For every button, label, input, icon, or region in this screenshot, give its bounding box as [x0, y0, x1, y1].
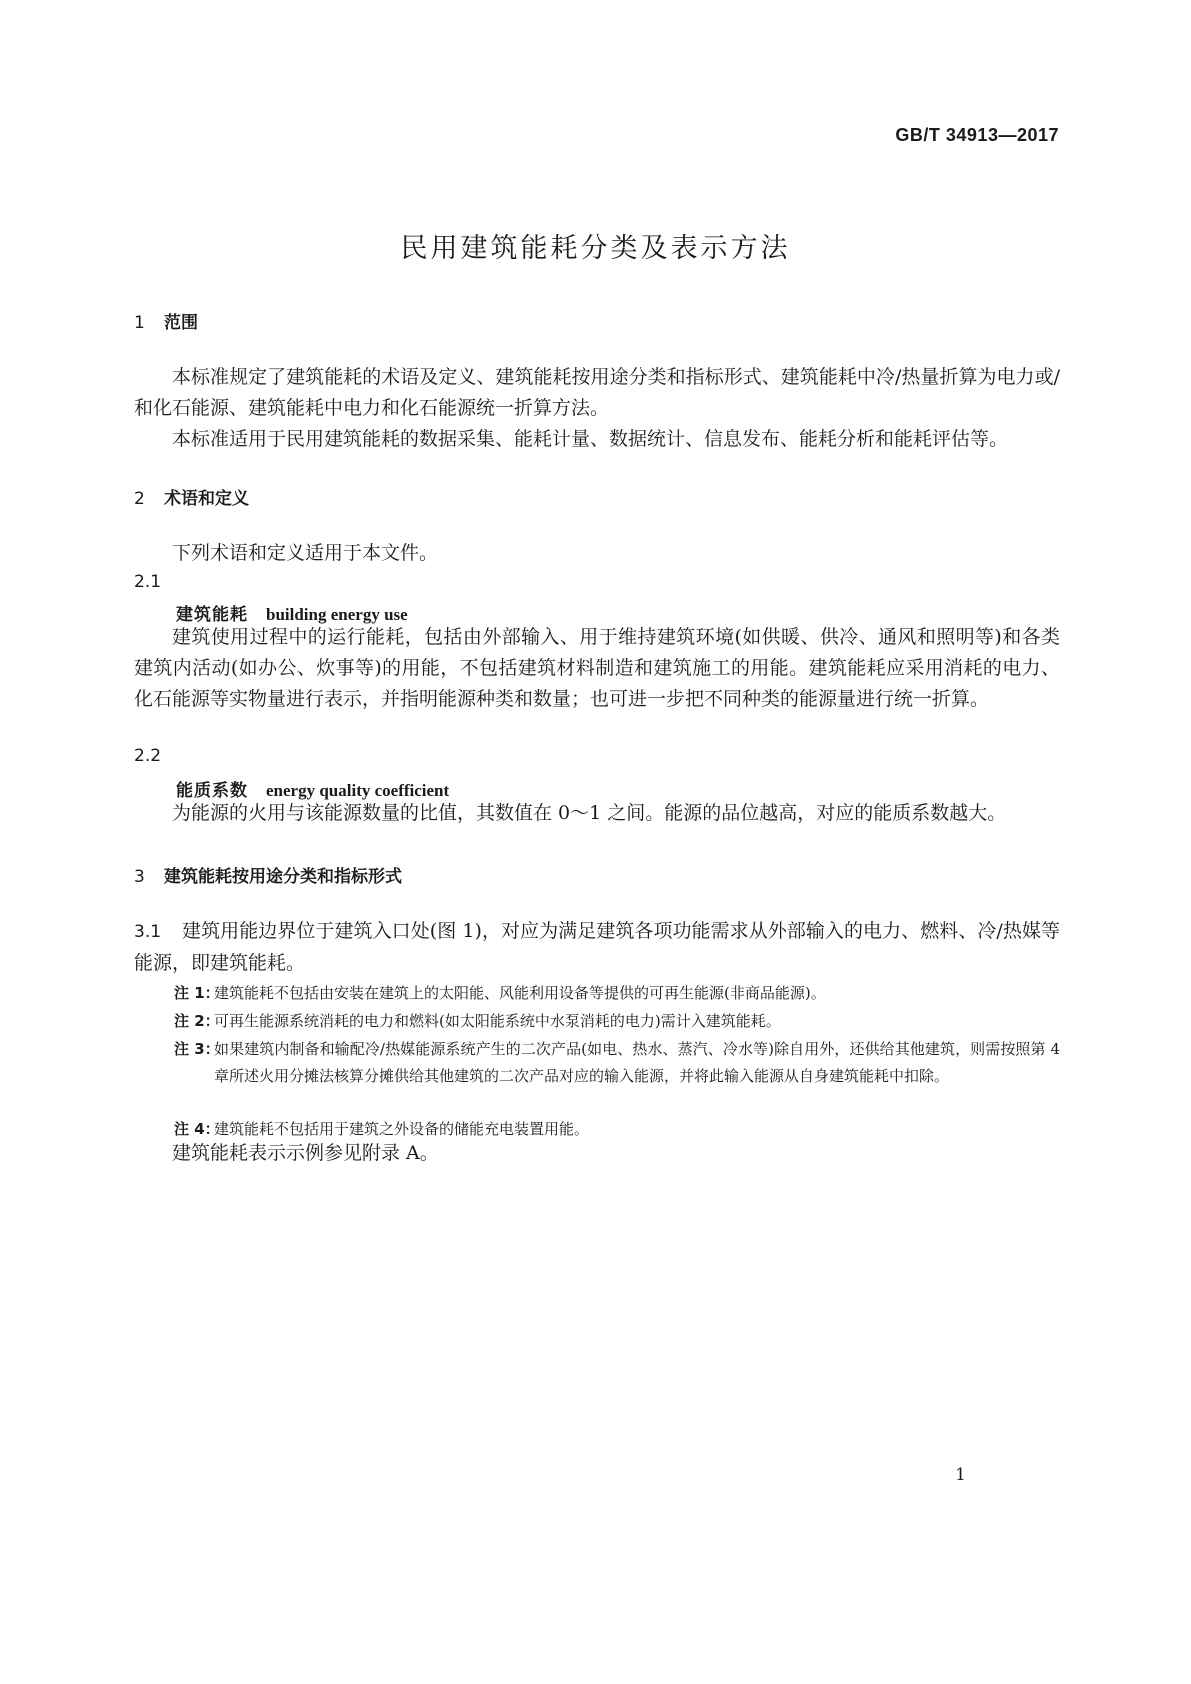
scope-paragraph-2: 本标准适用于民用建筑能耗的数据采集、能耗计量、数据统计、信息发布、能耗分析和能耗评估等。 [172, 428, 1009, 450]
term-definition-2-1: 建筑使用过程中的运行能耗，包括由外部输入、用于维持建筑环境(如供暖、供冷、通风和照明等)和各类建筑内活动(如办公、炊事等)的用能，不包括建筑材料制造和建筑施工的用能。建筑能耗应采用消耗的电力、化石能源等实物量进行表示，并指明能源种类和数量；也可进一步把不同种类的能源量进行统一折算。 [134, 626, 1060, 710]
term-english: energy quality coefficient [266, 781, 450, 800]
terms-intro: 下列术语和定义适用于本文件。 [172, 542, 439, 564]
note-tag: 注 4： [174, 1120, 220, 1138]
term-number-2-1: 2.1 [134, 572, 162, 592]
note-1 [174, 980, 1060, 1007]
scope-paragraph-1: 本标准规定了建筑能耗的术语及定义、建筑能耗按用途分类和指标形式、建筑能耗中冷/热量折算为电力或/和化石能源、建筑能耗中电力和化石能源统一折算方法。 [134, 366, 1060, 419]
section-title: 建筑能耗按用途分类和指标形式 [164, 867, 402, 887]
section-heading-3 [134, 862, 402, 887]
term-english: building energy use [266, 605, 408, 624]
section-title: 术语和定义 [164, 489, 249, 509]
term-chinese: 能质系数 [176, 781, 248, 801]
term-chinese: 建筑能耗 [176, 605, 248, 625]
section-heading-2 [134, 484, 249, 509]
section-number: 1 [134, 313, 145, 333]
note-3 [174, 1036, 1060, 1090]
section-title: 范围 [164, 313, 198, 333]
note-2 [174, 1008, 1060, 1035]
section-heading-1 [134, 308, 198, 333]
clause-3-1 [134, 916, 1060, 979]
note-text: 如果建筑内制备和输配冷/热媒能源系统产生的二次产品(如电、热水、蒸汽、冷水等)除自用外，还供给其他建筑，则需按照第 4 章所述火用分摊法核算分摊供给其他建筑的二次产品对应的输入能源，并将此输入能源从自身建筑能耗中扣除。 [214, 1040, 1060, 1085]
document-title: 民用建筑能耗分类及表示方法 [400, 233, 791, 264]
standard-code: GB/T 34913—2017 [895, 125, 1059, 145]
section-number: 3 [134, 867, 145, 887]
note-tag: 注 3： [174, 1040, 220, 1058]
note-tag: 注 2： [174, 1012, 220, 1030]
term-number-2-2: 2.2 [134, 746, 162, 766]
closing-paragraph: 建筑能耗表示示例参见附录 A。 [172, 1142, 439, 1164]
clause-number: 3.1 [134, 922, 162, 942]
term-definition-2-2: 为能源的火用与该能源数量的比值，其数值在 0～1 之间。能源的品位越高，对应的能质系数越大。 [172, 802, 1007, 824]
note-text: 可再生能源系统消耗的电力和燃料(如太阳能系统中水泵消耗的电力)需计入建筑能耗。 [214, 1012, 781, 1030]
note-text: 建筑能耗不包括用于建筑之外设备的储能充电装置用能。 [214, 1120, 590, 1138]
note-text: 建筑能耗不包括由安装在建筑上的太阳能、风能利用设备等提供的可再生能源(非商品能源)。 [214, 984, 826, 1002]
section-number: 2 [134, 489, 145, 509]
clause-text: 建筑用能边界位于建筑入口处(图 1)，对应为满足建筑各项功能需求从外部输入的电力、燃料、冷/热媒等能源，即建筑能耗。 [134, 920, 1060, 974]
page-number: 1 [955, 1465, 966, 1485]
note-tag: 注 1： [174, 984, 220, 1002]
